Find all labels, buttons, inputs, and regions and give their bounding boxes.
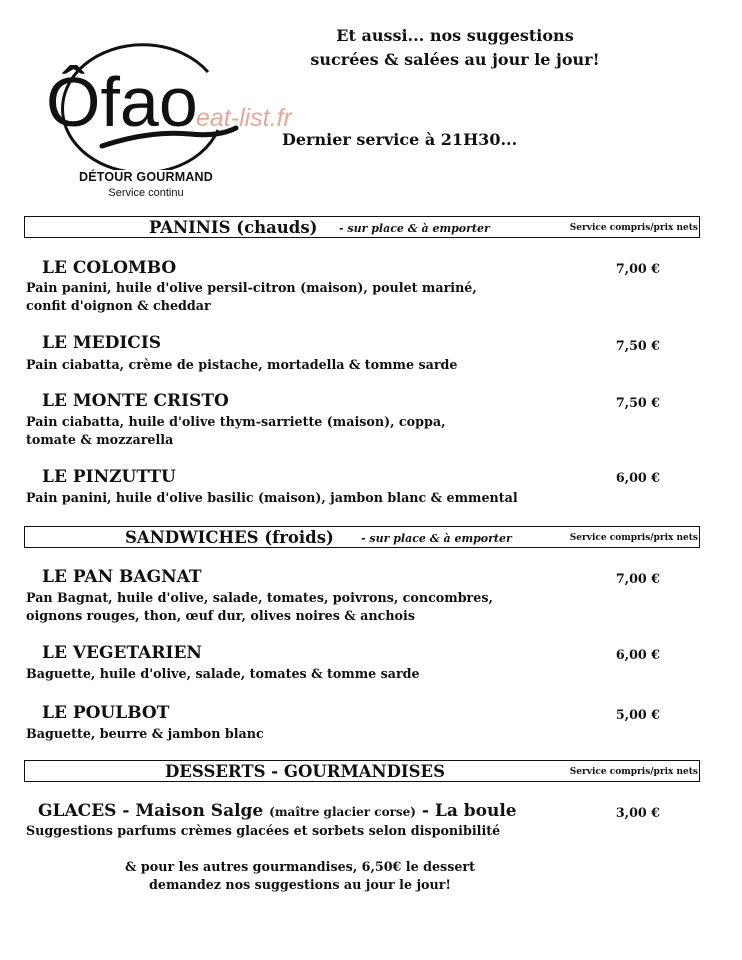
menu-item-price: 3,00 € <box>615 805 660 820</box>
menu-item-name: LE COLOMBO <box>42 258 177 278</box>
menu-item-description <box>26 279 477 315</box>
menu-item-description <box>26 665 420 683</box>
description-line: Pan Bagnat, huile d'olive, salade, tomates, poivrons, concombres, <box>26 590 493 605</box>
dessert-unit: - La boule <box>421 801 517 821</box>
section-header-paninis <box>24 216 700 238</box>
description-line: Pain ciabatta, crème de pistache, mortadella & tomme sarde <box>26 357 458 372</box>
menu-item-name: LE POULBOT <box>42 703 170 723</box>
menu-item-price: 7,00 € <box>615 571 660 586</box>
menu-item-description <box>26 489 518 507</box>
menu-item-name: LE PAN BAGNAT <box>42 567 202 587</box>
footer-line-2: demandez nos suggestions au jour le jour! <box>149 877 451 892</box>
menu-item-price: 6,00 € <box>615 470 660 485</box>
description-line: Pain panini, huile d'olive persil-citron (maison), poulet mariné, <box>26 280 477 295</box>
menu-item-description <box>26 356 457 374</box>
menu-item-description <box>26 589 493 625</box>
menu-item-price: 5,00 € <box>615 707 660 722</box>
description-line: tomate & mozzarella <box>26 432 174 447</box>
menu-item-name: LE PINZUTTU <box>42 467 176 487</box>
footer-note <box>70 858 530 894</box>
menu-item-description <box>26 413 446 449</box>
dessert-maker-note: (maître glacier corse) <box>269 805 416 819</box>
logo-subtitle: Service continu <box>108 187 184 199</box>
logo-tagline: DÉTOUR GOURMAND <box>78 170 214 184</box>
description-line: Baguette, huile d'olive, salade, tomates & tomme sarde <box>26 666 420 681</box>
section-price-note: Service compris/prix nets <box>569 533 698 543</box>
dessert-name: GLACES - Maison Salge <box>38 801 264 821</box>
menu-item-price: 6,00 € <box>615 647 660 662</box>
suggestions-line-2: sucrées & salées au jour le jour! <box>310 50 600 69</box>
last-service-note: Dernier service à 21H30... <box>282 130 518 149</box>
description-line: confit d'oignon & cheddar <box>26 298 211 313</box>
description-line: oignons rouges, thon, œuf dur, olives noires & anchois <box>26 608 415 623</box>
menu-item-price: 7,50 € <box>615 338 660 353</box>
description-line: Pain ciabatta, huile d'olive thym-sarriette (maison), coppa, <box>26 414 446 429</box>
menu-item-name <box>38 801 517 821</box>
section-price-note: Service compris/prix nets <box>569 223 698 233</box>
suggestions-tagline <box>270 24 640 72</box>
section-subtitle: - sur place & à emporter <box>339 222 490 235</box>
section-title: PANINIS (chauds) <box>149 218 318 237</box>
logo-wordmark: Ôfao <box>46 63 198 141</box>
menu-item-name: LE MONTE CRISTO <box>42 391 229 411</box>
menu-item-name: LE MEDICIS <box>42 333 162 353</box>
section-title: SANDWICHES (froids) <box>125 528 334 547</box>
description-line: Suggestions parfums crèmes glacées et sorbets selon disponibilité <box>26 823 501 838</box>
description-line: Baguette, beurre & jambon blanc <box>26 726 264 741</box>
section-header-sandwiches <box>24 526 700 548</box>
menu-item-price: 7,00 € <box>615 261 660 276</box>
section-header-desserts <box>24 760 700 782</box>
footer-line-1: & pour les autres gourmandises, 6,50€ le dessert <box>125 859 475 874</box>
logo-swoosh-icon <box>40 30 240 170</box>
menu-item-description <box>26 822 500 840</box>
section-subtitle: - sur place & à emporter <box>361 532 512 545</box>
menu-item-description <box>26 725 264 743</box>
menu-item-price: 7,50 € <box>615 395 660 410</box>
section-title: DESSERTS - GOURMANDISES <box>165 762 446 781</box>
section-price-note: Service compris/prix nets <box>569 767 698 777</box>
suggestions-line-1: Et aussi... nos suggestions <box>336 26 574 45</box>
menu-item-name: LE VEGETARIEN <box>42 643 202 663</box>
description-line: Pain panini, huile d'olive basilic (maison), jambon blanc & emmental <box>26 490 518 505</box>
watermark: eat-list.fr <box>196 104 292 132</box>
